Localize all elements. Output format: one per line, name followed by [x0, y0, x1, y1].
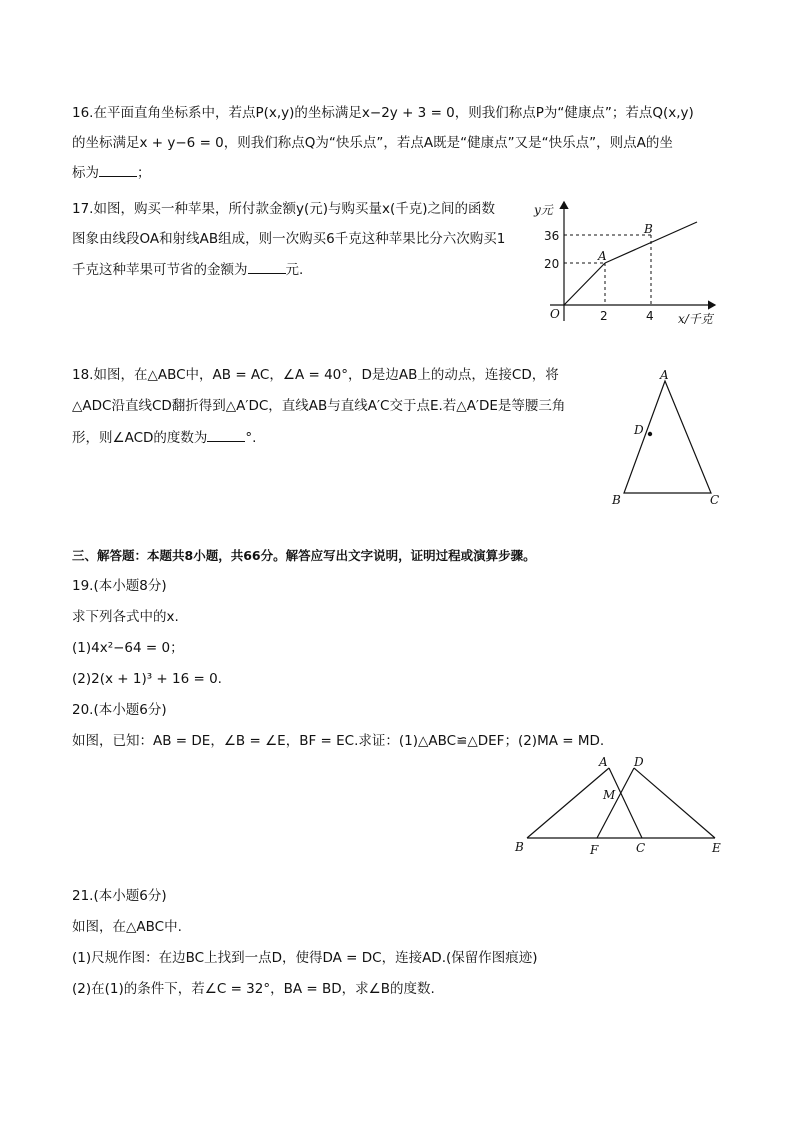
q19-head: 19.(本小题8分): [72, 578, 167, 594]
origin-label: O: [550, 307, 560, 321]
point-f-label: F: [590, 843, 599, 857]
q20-prompt: 如图，已知：AB = DE，∠B = ∠E，BF = EC.求证：(1)△ABC≌△DEF；(2)MA = MD.: [72, 733, 605, 749]
q19-part1: (1)4x²−64 = 0；: [72, 640, 184, 656]
x-axis-label: x/千克: [678, 312, 713, 326]
answer-blank: [248, 259, 286, 274]
answer-blank: [99, 162, 137, 177]
point-m-label: M: [603, 788, 616, 802]
q21-prompt: 如图，在△ABC中.: [72, 919, 182, 935]
q19-prompt: 求下列各式中的x.: [72, 609, 179, 625]
q17-line1: 17.如图，购买一种苹果，所付款金额y(元)与购买量x(千克)之间的函数: [72, 201, 496, 217]
q17-function-graph: [530, 196, 730, 331]
point-d-label: D: [634, 423, 644, 437]
triangle-abc: [624, 381, 711, 493]
vertex-a-label: A: [599, 755, 608, 769]
point-a-label: A: [598, 249, 607, 263]
q19-part2: (2)2(x + 1)³ + 16 = 0.: [72, 671, 222, 687]
q17-line3: [72, 259, 303, 280]
q18-line2: △ADC沿直线CD翻折得到△A′DC，直线AB与直线A′C交于点E.若△A′DE是等腰三角: [72, 398, 566, 414]
side-de: [634, 768, 715, 838]
point-d-dot: [648, 432, 652, 436]
q20-triangles-figure: [505, 752, 735, 860]
q16-line3: 标为 ；: [72, 162, 151, 183]
q20-head: 20.(本小题6分): [72, 702, 167, 718]
q18-line3-pre: 形，则∠ACD的度数为: [72, 430, 208, 446]
q21-head: 21.(本小题6分): [72, 888, 167, 904]
q18-line1: 18.如图，在△ABC中，AB = AC，∠A = 40°，D是边AB上的动点，连接CD，将: [72, 367, 559, 383]
q17-line2: 图象由线段OA和射线AB组成，则一次购买6千克这种苹果比分六次购买1: [72, 231, 506, 247]
side-ba: [527, 768, 609, 838]
q21-part1: (1)尺规作图：在边BC上找到一点D，使得DA = DC，连接AD.(保留作图痕迹): [72, 950, 538, 966]
q18-line3: [72, 427, 256, 448]
q16-line2: 的坐标满足x + y−6 = 0，则我们称点Q为“快乐点”，若点A既是“健康点”又是“快乐点”，则点A的坐: [72, 135, 673, 151]
vertex-c-label: C: [636, 841, 646, 855]
point-b-label: B: [644, 222, 653, 236]
q16-line1: 16.在平面直角坐标系中，若点P(x,y)的坐标满足x−2y + 3 = 0，则我们称点P为“健康点”；若点Q(x,y): [72, 105, 694, 121]
q18-triangle-figure: [600, 365, 730, 510]
segment-oa: [564, 263, 605, 305]
q16-line3-text: 标为: [72, 165, 99, 181]
q17-line3-post: 元.: [285, 262, 304, 278]
vertex-d-label: D: [634, 755, 644, 769]
vertex-b-label: B: [515, 840, 524, 854]
side-fd: [597, 768, 634, 838]
answer-blank: [207, 427, 245, 442]
vertex-a-label: A: [660, 368, 669, 382]
q21-part2: (2)在(1)的条件下，若∠C = 32°，BA = BD，求∠B的度数.: [72, 981, 435, 997]
q17-line3-pre: 千克这种苹果可节省的金额为: [72, 262, 248, 278]
x-tick-4: 4: [646, 309, 654, 323]
section-3-heading: 三、解答题：本题共8小题，共66分。解答应写出文字说明，证明过程或演算步骤。: [72, 548, 536, 563]
vertex-e-label: E: [712, 841, 721, 855]
y-axis-label: y元: [534, 203, 553, 217]
q18-line3-post: °.: [245, 430, 257, 446]
x-tick-2: 2: [600, 309, 608, 323]
y-tick-20: 20: [544, 257, 560, 271]
vertex-c-label: C: [710, 493, 720, 507]
vertex-b-label: B: [612, 493, 621, 507]
side-ac: [609, 768, 642, 838]
y-tick-36: 36: [544, 229, 560, 243]
